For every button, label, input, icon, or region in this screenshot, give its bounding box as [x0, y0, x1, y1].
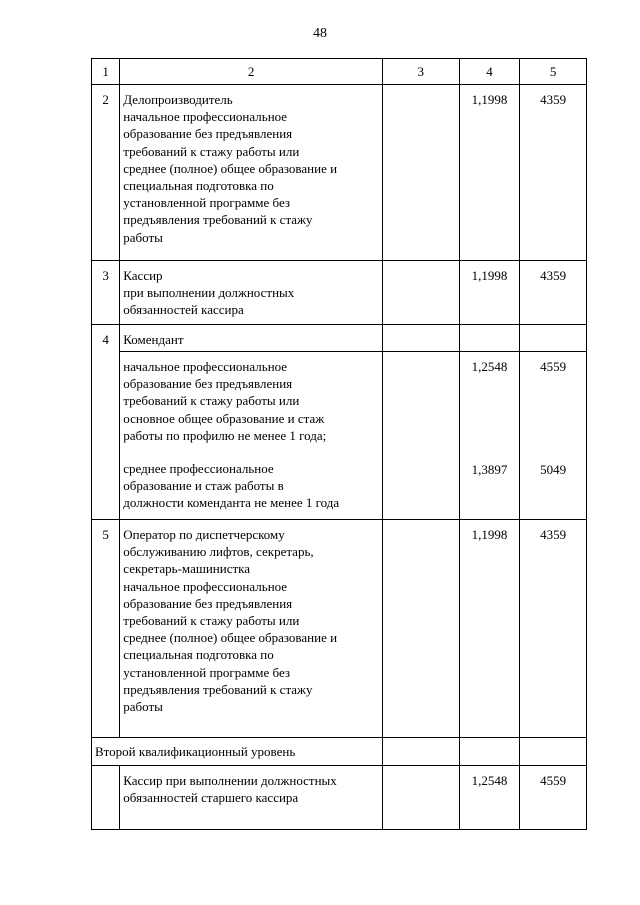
text-line: предъявления требований к стажу: [123, 681, 313, 697]
text-line: работы: [123, 229, 163, 245]
empty-cell: [382, 738, 459, 766]
table-row: [92, 352, 587, 520]
text-line: должности коменданта не менее 1 года: [123, 495, 340, 511]
header-col-1: 1: [92, 59, 120, 85]
text-line: образование без предъявления: [123, 126, 293, 142]
page-number: 48: [313, 26, 327, 41]
text-line: начальное профессиональное: [123, 109, 288, 125]
text-line: образование без предъявления: [123, 376, 293, 392]
text-line: установленной программе без: [123, 664, 291, 680]
empty-cell: [382, 766, 459, 830]
text-line: установленной программе без: [123, 195, 291, 211]
text-line: предъявления требований к стажу: [123, 212, 313, 228]
text-line: среднее (полное) общее образование и: [123, 160, 338, 176]
salary-cell: 4359: [520, 520, 587, 738]
text-line: секретарь-машинистка: [123, 561, 251, 577]
text-line: среднее (полное) общее образование и: [123, 630, 338, 646]
salary-value: 4559: [540, 359, 567, 374]
text-line: обслуживанию лифтов, секретарь,: [123, 544, 314, 560]
text-line: начальное профессиональное: [123, 578, 288, 594]
table-header-row: [92, 59, 587, 85]
text-line: требований к стажу работы или: [123, 613, 300, 629]
empty-cell: [382, 325, 459, 352]
coefficient-cell: [459, 352, 520, 520]
salary-cell: 4359: [520, 261, 587, 325]
text-line: Кассир: [123, 268, 163, 283]
salary-value: 5049: [540, 462, 567, 478]
position-description: [120, 261, 383, 325]
text-line: начальное профессиональное: [123, 359, 288, 374]
table-row: [92, 85, 587, 261]
coefficient-value: 1,3897: [471, 462, 508, 478]
text-line: Оператор по диспетчерскому: [123, 527, 285, 542]
empty-cell: [520, 738, 587, 766]
text-line: требований к стажу работы или: [123, 143, 300, 159]
text-line: среднее профессиональное: [123, 461, 274, 477]
text-line: Кассир при выполнении должностных: [123, 773, 337, 788]
text-line: обязанностей старшего кассира: [123, 790, 299, 806]
empty-cell: [459, 738, 520, 766]
empty-cell: [382, 261, 459, 325]
row-number: 2: [92, 85, 120, 261]
coefficient-cell: 1,2548: [459, 766, 520, 830]
row-number: 5: [92, 520, 120, 738]
salary-cell: [520, 352, 587, 520]
coefficient-cell: 1,1998: [459, 85, 520, 261]
header-col-5: 5: [520, 59, 587, 85]
text-line: обязанностей кассира: [123, 302, 244, 318]
coefficient-value: 1,2548: [471, 359, 508, 374]
table-row: [92, 261, 587, 325]
text-line: специальная подготовка по: [123, 178, 274, 194]
position-description: [120, 352, 383, 520]
empty-cell: [459, 325, 520, 352]
row-number: 4: [92, 325, 120, 520]
coefficient-cell: 1,1998: [459, 520, 520, 738]
empty-cell: [382, 520, 459, 738]
empty-cell: [382, 352, 459, 520]
header-col-2: 2: [120, 59, 383, 85]
table-row: [92, 738, 587, 766]
text-line: работы по профилю не менее 1 года;: [123, 427, 327, 443]
coefficient-cell: 1,1998: [459, 261, 520, 325]
text-line: Делопроизводитель: [123, 92, 233, 107]
row-number: 3: [92, 261, 120, 325]
qualification-level-heading: Второй квалификационный уровень: [92, 738, 383, 766]
position-description: [120, 766, 383, 830]
text-line: образование без предъявления: [123, 595, 293, 611]
header-col-4: 4: [459, 59, 520, 85]
position-description: [120, 85, 383, 261]
table-row: [92, 520, 587, 738]
text-line: основное общее образование и стаж: [123, 410, 325, 426]
header-col-3: 3: [382, 59, 459, 85]
empty-cell: [520, 325, 587, 352]
position-description: [120, 520, 383, 738]
salary-cell: 4359: [520, 85, 587, 261]
table-row: [92, 766, 587, 830]
position-title: Комендант: [120, 325, 383, 352]
text-line: работы: [123, 699, 163, 715]
text-line: при выполнении должностных: [123, 285, 295, 301]
salary-table: [91, 58, 587, 830]
salary-cell: 4559: [520, 766, 587, 830]
empty-cell: [382, 85, 459, 261]
text-line: требований к стажу работы или: [123, 393, 300, 409]
empty-cell: [92, 766, 120, 830]
table-row: [92, 325, 587, 352]
text-line: образование и стаж работы в: [123, 478, 284, 494]
text-line: специальная подготовка по: [123, 647, 274, 663]
